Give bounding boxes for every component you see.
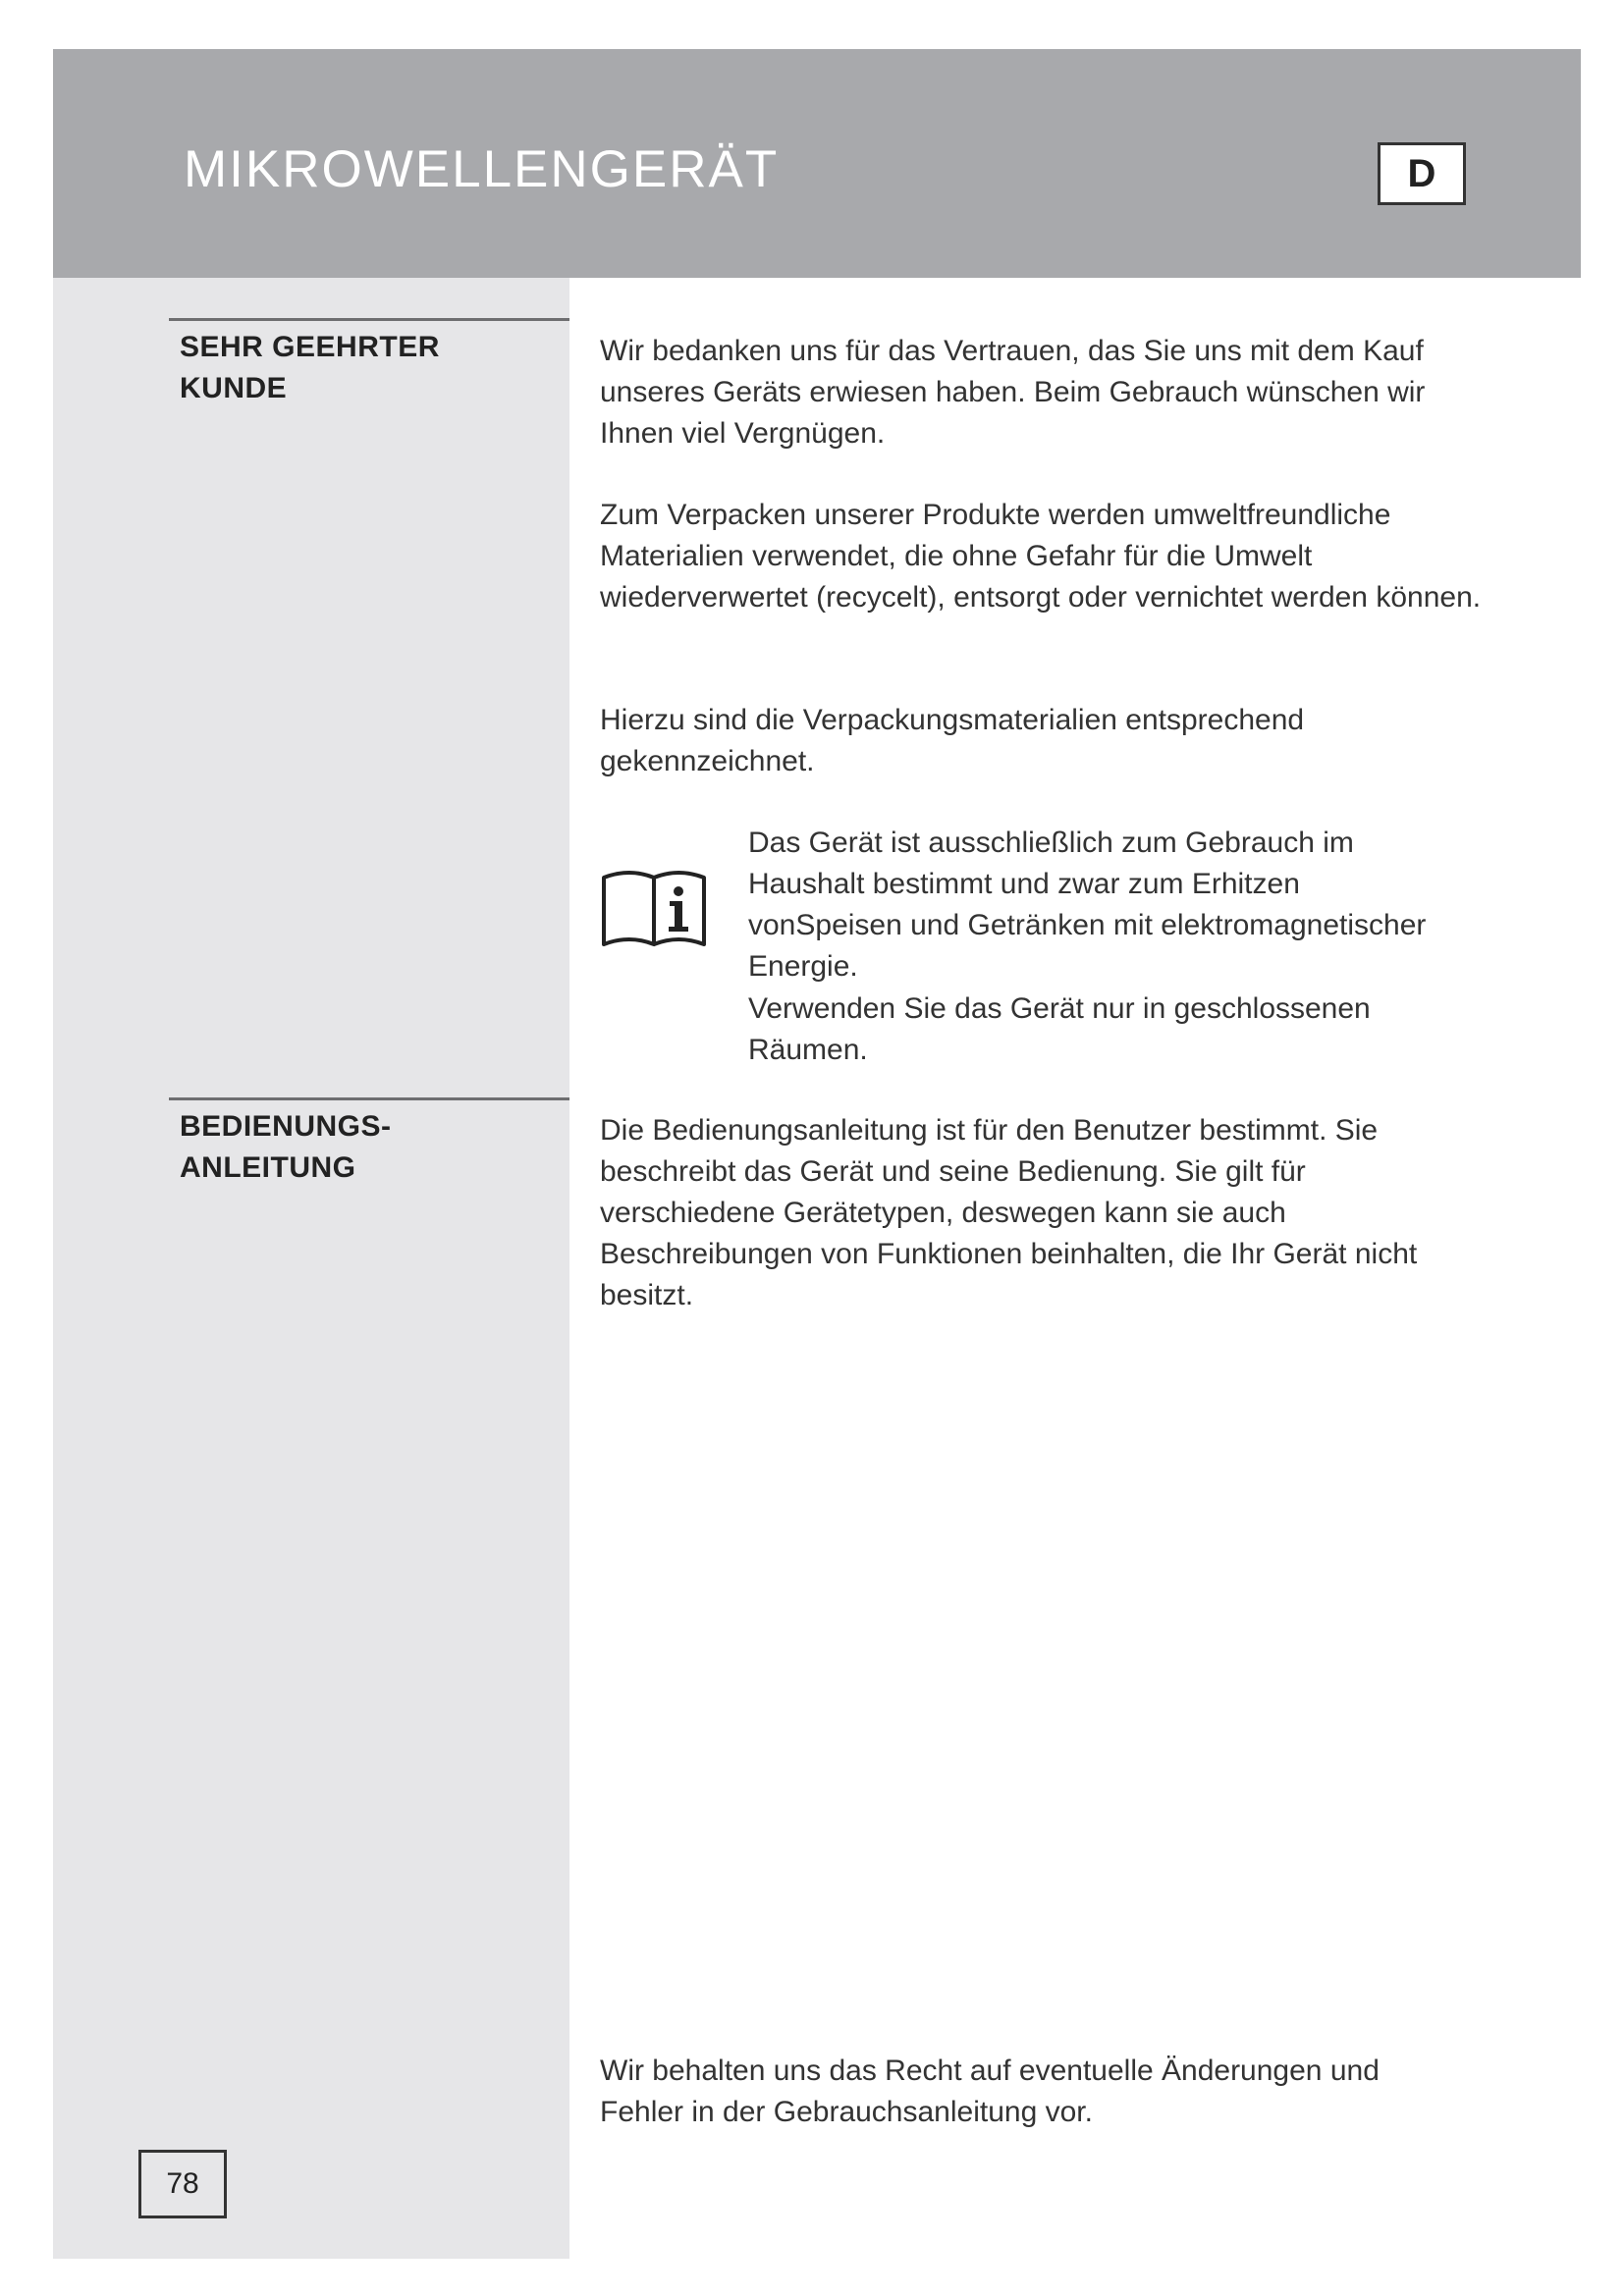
section-divider-manual xyxy=(169,1097,569,1100)
paragraph-manual-description: Die Bedienungsanleitung ist für den Benutzer bestimmt. Sie beschreibt das Gerät und seine Bedienung. Sie gilt für verschiedene Gerätetypen, deswegen kann sie auch Beschreibungen von Funktionen beinhalten, die Ihr Gerät nicht besitzt. xyxy=(600,1114,1418,1311)
section-title-line: ANLEITUNG xyxy=(180,1151,356,1184)
page-title: MIKROWELLENGERÄT xyxy=(184,140,780,198)
left-sidebar xyxy=(53,278,569,2259)
section-title-line: BEDIENUNGS- xyxy=(180,1110,392,1143)
section-title-line: SEHR GEEHRTER xyxy=(180,331,440,363)
footer-note: Wir behalten uns das Recht auf eventuelle Änderungen und Fehler in der Gebrauchsanleitung vor. xyxy=(600,2055,1380,2128)
info-note-text-indoor: Verwenden Sie das Gerät nur in geschlossenen Räumen. xyxy=(748,992,1371,1066)
paragraph-thanks: Wir bedanken uns für das Vertrauen, das Sie uns mit dem Kauf unseres Geräts erwiesen haben. Beim Gebrauch wünschen wir Ihnen viel Vergnügen. xyxy=(600,335,1426,450)
page-header xyxy=(53,49,1581,278)
paragraph-packaging: Zum Verpacken unserer Produkte werden umweltfreundliche Materialien verwendet, die ohne Gefahr für die Umwelt wiederverwertet (recycelt), entsorgt oder vernichtet werden können. xyxy=(600,499,1482,614)
section-title-line: KUNDE xyxy=(180,372,288,404)
paragraph-marking: Hierzu sind die Verpackungsmaterialien entsprechend gekennzeichnet. xyxy=(600,704,1305,777)
manual-info-icon xyxy=(600,868,708,948)
info-note-text: Das Gerät ist ausschließlich zum Gebrauch im Haushalt bestimmt und zwar zum Erhitzen vonSpeisen und Getränken mit elektromagnetischer Energie. xyxy=(748,827,1427,983)
section-divider-customer xyxy=(169,318,569,321)
language-badge: D xyxy=(1378,142,1466,205)
section-title-manual xyxy=(180,1106,392,1189)
page-number: 78 xyxy=(138,2150,227,2218)
section-title-customer xyxy=(180,327,440,409)
